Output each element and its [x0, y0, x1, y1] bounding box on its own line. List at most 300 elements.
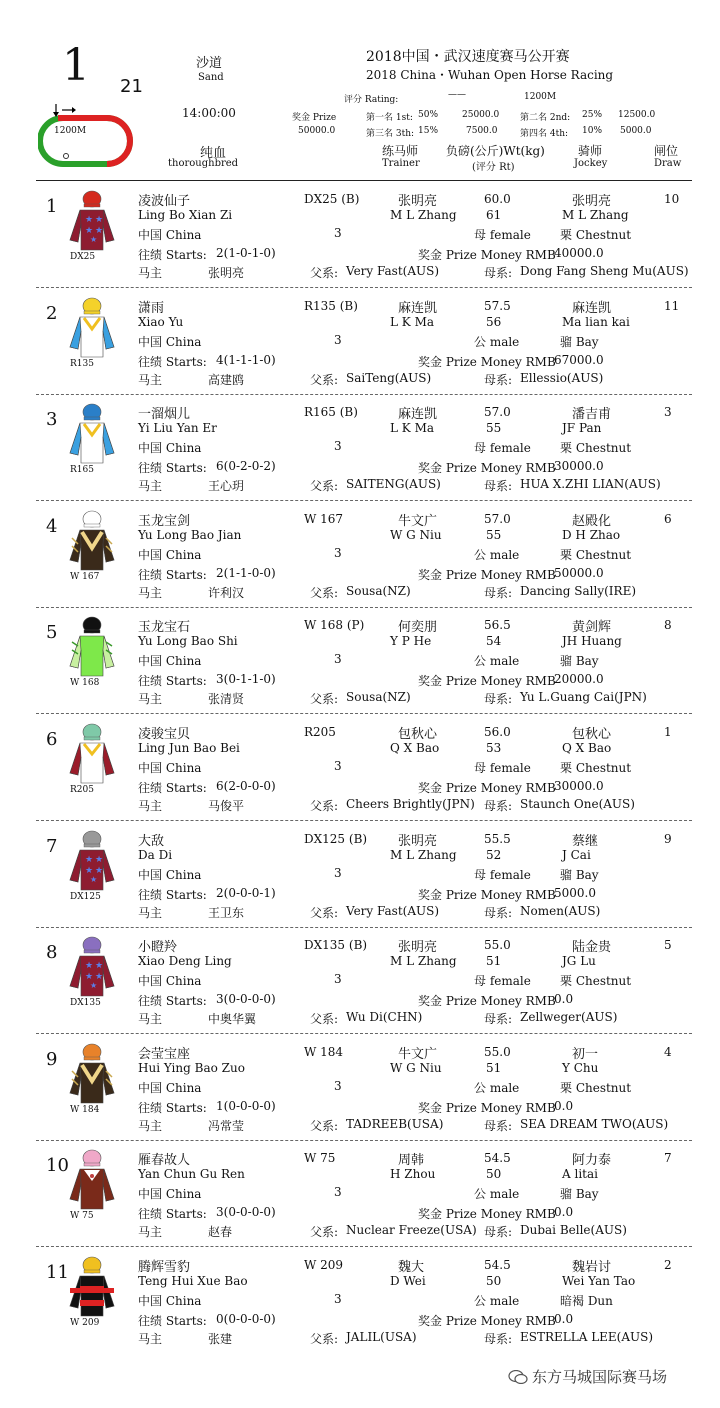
jockey-en: JG Lu: [562, 954, 596, 968]
field-size: 21: [120, 76, 143, 97]
dam-name: Zellweger(AUS): [520, 1010, 618, 1024]
fourth-prize-amount: 5000.0: [620, 126, 652, 136]
horse-code: DX25 (B): [304, 192, 360, 206]
draw-position: 10: [664, 192, 680, 206]
starts-label: 往绩 Starts:: [138, 674, 207, 688]
col-trainer-en: Trainer: [382, 158, 420, 169]
sire-name: SAITENG(AUS): [346, 477, 441, 491]
prize-total: 50000.0: [298, 126, 336, 136]
entry-divider: [36, 607, 692, 608]
col-draw-cn: 闸位: [654, 144, 679, 158]
jockey-en: A litai: [562, 1167, 598, 1181]
dam-name: Dong Fang Sheng Mu(AUS): [520, 264, 689, 278]
horse-name-en: Yu Long Bao Shi: [138, 634, 238, 648]
jockey-en: Q X Bao: [562, 741, 612, 755]
trainer-en: M L Zhang: [390, 208, 457, 222]
dam-name: Dubai Belle(AUS): [520, 1223, 627, 1237]
starts-record: 3(0-0-0-0): [216, 992, 276, 1006]
horse-age: 3: [334, 866, 342, 880]
svg-text:★: ★: [95, 961, 104, 971]
carried-weight: 57.5: [484, 299, 511, 313]
dam-name: Ellessio(AUS): [520, 371, 604, 385]
race-distance: 1200M: [524, 92, 557, 102]
horse-name-en: Da Di: [138, 848, 173, 862]
prize-money-label: 奖金 Prize Money RMB: [418, 1207, 556, 1221]
horse-entry: [0, 397, 720, 504]
owner-label: 马主: [138, 799, 163, 813]
horse-origin: 中国 China: [138, 1294, 202, 1308]
carried-weight: 55.0: [484, 938, 511, 952]
horse-origin: 中国 China: [138, 441, 202, 455]
dam-label: 母系:: [484, 586, 513, 600]
horse-rating: 53: [486, 741, 502, 755]
rating-value: ——: [448, 90, 466, 100]
horse-color: 暗褐 Dun: [560, 1294, 613, 1308]
dam-label: 母系:: [484, 266, 513, 280]
sire-label: 父系:: [310, 1332, 339, 1346]
horse-code: R165 (B): [304, 405, 358, 419]
carried-weight: 55.5: [484, 832, 511, 846]
jockey-silks-icon: [68, 934, 116, 998]
horse-number: 8: [46, 942, 58, 963]
prize-money: 67000.0: [554, 353, 604, 367]
trainer-cn: 包秋心: [398, 727, 438, 742]
horse-code-short: DX135: [70, 998, 101, 1008]
sire-name: Very Fast(AUS): [346, 904, 440, 918]
prize-money-label: 奖金 Prize Money RMB: [418, 248, 556, 262]
carried-weight: 57.0: [484, 405, 511, 419]
prize-money-label: 奖金 Prize Money RMB: [418, 1101, 556, 1115]
breed-cn: 纯血: [200, 146, 227, 161]
sire-label: 父系:: [310, 1012, 339, 1026]
owner-name: 赵春: [208, 1225, 233, 1239]
race-number: 1: [62, 40, 90, 91]
prize-money: 40000.0: [554, 246, 604, 260]
entry-divider: [36, 287, 692, 288]
dam-label: 母系:: [484, 1012, 513, 1026]
trainer-en: M L Zhang: [390, 848, 457, 862]
col-draw-en: Draw: [654, 158, 682, 169]
horse-name-cn: 一溜烟儿: [138, 407, 191, 422]
horse-age: 3: [334, 439, 342, 453]
jockey-silks-icon: [68, 721, 116, 785]
trainer-en: L K Ma: [390, 315, 435, 329]
horse-sex: 母 female: [474, 868, 531, 882]
entry-divider: [36, 500, 692, 501]
horse-number: 7: [46, 836, 58, 857]
carried-weight: 54.5: [484, 1151, 511, 1165]
owner-name: 许利汉: [208, 586, 245, 600]
svg-text:★: ★: [85, 961, 94, 971]
horse-origin: 中国 China: [138, 1187, 202, 1201]
horse-age: 3: [334, 759, 342, 773]
draw-position: 4: [664, 1045, 672, 1059]
prize-money: 0.0: [554, 992, 574, 1006]
owner-name: 张清贤: [208, 692, 245, 706]
sire-name: Sousa(NZ): [346, 584, 411, 598]
horse-rating: 56: [486, 315, 502, 329]
owner-label: 马主: [138, 479, 163, 493]
carried-weight: 57.0: [484, 512, 511, 526]
col-trainer-cn: 练马师: [382, 144, 419, 158]
trainer-cn: 周韩: [398, 1153, 425, 1168]
sire-name: Cheers Brightly(JPN): [346, 797, 475, 811]
horse-rating: 54: [486, 634, 502, 648]
dam-name: ESTRELLA LEE(AUS): [520, 1330, 654, 1344]
dam-label: 母系:: [484, 479, 513, 493]
horse-name-cn: 腾辉雪豹: [138, 1260, 191, 1275]
sire-name: Nuclear Freeze(USA): [346, 1223, 477, 1237]
horse-rating: 50: [486, 1167, 502, 1181]
dam-name: Yu L.Guang Cai(JPN): [520, 690, 647, 704]
jockey-en: Ma lian kai: [562, 315, 630, 329]
horse-rating: 52: [486, 848, 502, 862]
trainer-cn: 牛文广: [398, 514, 438, 529]
sire-label: 父系:: [310, 373, 339, 387]
horse-age: 3: [334, 972, 342, 986]
owner-label: 马主: [138, 373, 163, 387]
horse-sex: 公 male: [474, 1294, 520, 1308]
svg-text:★: ★: [90, 875, 98, 884]
wechat-icon: [508, 1370, 528, 1384]
starts-label: 往绩 Starts:: [138, 248, 207, 262]
owner-name: 王心玥: [208, 479, 245, 493]
carried-weight: 60.0: [484, 192, 511, 206]
starts-label: 往绩 Starts:: [138, 355, 207, 369]
draw-position: 6: [664, 512, 672, 526]
horse-code-short: R205: [70, 785, 94, 795]
jockey-silks-icon: [68, 614, 116, 678]
horse-color: 骝 Bay: [560, 1187, 599, 1201]
horse-age: 3: [334, 1185, 342, 1199]
horse-name-en: Xiao Yu: [138, 315, 184, 329]
horse-entry: [0, 1143, 720, 1250]
entry-divider: [36, 1140, 692, 1141]
prize-label: 奖金 Prize: [292, 113, 337, 123]
trainer-en: H Zhou: [390, 1167, 436, 1181]
svg-text:★: ★: [90, 981, 98, 990]
second-prize-pct: 25%: [582, 110, 603, 120]
jockey-en: Y Chu: [562, 1061, 599, 1075]
horse-code: R135 (B): [304, 299, 358, 313]
horse-color: 骝 Bay: [560, 868, 599, 882]
sire-label: 父系:: [310, 906, 339, 920]
horse-entry: [0, 1250, 720, 1357]
starts-label: 往绩 Starts:: [138, 1314, 207, 1328]
jockey-cn: 潘吉甫: [572, 407, 612, 422]
jockey-cn: 张明亮: [572, 194, 612, 209]
track-distance: 1200M: [54, 126, 87, 136]
starts-record: 0(0-0-0-0): [216, 1312, 276, 1326]
trainer-cn: 麻连凯: [398, 407, 438, 422]
prize-money-label: 奖金 Prize Money RMB: [418, 355, 556, 369]
horse-color: 栗 Chestnut: [560, 761, 632, 775]
horse-name-en: Yan Chun Gu Ren: [138, 1167, 245, 1181]
horse-number: 1: [46, 196, 58, 217]
starts-label: 往绩 Starts:: [138, 461, 207, 475]
owner-name: 马俊平: [208, 799, 245, 813]
starts-record: 1(0-0-0-0): [216, 1099, 276, 1113]
fourth-prize-pct: 10%: [582, 126, 603, 136]
rating-label: 评分 Rating:: [344, 95, 399, 105]
horse-code: W 168 (P): [304, 618, 365, 632]
horse-color: 骝 Bay: [560, 335, 599, 349]
trainer-en: D Wei: [390, 1274, 426, 1288]
svg-text:★: ★: [95, 226, 104, 236]
horse-entry: [0, 930, 720, 1037]
watermark-text: 东方马城国际赛马场: [532, 1368, 668, 1386]
horse-name-cn: 雁春故人: [138, 1153, 191, 1168]
draw-position: 2: [664, 1258, 672, 1272]
horse-rating: 55: [486, 528, 502, 542]
second-prize-label: 第二名 2nd:: [520, 113, 571, 123]
sire-label: 父系:: [310, 692, 339, 706]
svg-text:★: ★: [95, 855, 104, 865]
horse-entry: [0, 1037, 720, 1144]
dam-name: Staunch One(AUS): [520, 797, 635, 811]
horse-name-cn: 凌波仙子: [138, 194, 191, 209]
horse-number: 4: [46, 516, 58, 537]
sire-name: Wu Di(CHN): [346, 1010, 423, 1024]
owner-label: 马主: [138, 906, 163, 920]
trainer-cn: 何奕朋: [398, 620, 438, 635]
horse-number: 6: [46, 729, 58, 750]
sire-label: 父系:: [310, 1225, 339, 1239]
horse-color: 栗 Chestnut: [560, 548, 632, 562]
prize-money-label: 奖金 Prize Money RMB: [418, 994, 556, 1008]
horse-rating: 51: [486, 1061, 502, 1075]
horse-name-cn: 小瞪羚: [138, 940, 178, 955]
starts-label: 往绩 Starts:: [138, 781, 207, 795]
jockey-cn: 魏岩讨: [572, 1260, 612, 1275]
starts-label: 往绩 Starts:: [138, 568, 207, 582]
trainer-en: W G Niu: [390, 528, 442, 542]
horse-entry: [0, 824, 720, 931]
starts-label: 往绩 Starts:: [138, 994, 207, 1008]
horse-age: 3: [334, 333, 342, 347]
horse-number: 2: [46, 303, 58, 324]
horse-name-en: Hui Ying Bao Zuo: [138, 1061, 245, 1075]
horse-age: 3: [334, 226, 342, 240]
horse-code-short: DX125: [70, 892, 101, 902]
horse-code-short: W 167: [70, 572, 100, 582]
horse-code: R205: [304, 725, 336, 739]
horse-origin: 中国 China: [138, 974, 202, 988]
prize-money-label: 奖金 Prize Money RMB: [418, 781, 556, 795]
header-divider: [36, 180, 692, 181]
trainer-cn: 魏大: [398, 1260, 425, 1275]
first-prize-label: 第一名 1st:: [366, 113, 413, 123]
col-weight-cn: 负磅(公斤)Wt(kg): [446, 144, 545, 158]
carried-weight: 56.0: [484, 725, 511, 739]
svg-text:★: ★: [95, 866, 104, 876]
horse-origin: 中国 China: [138, 548, 202, 562]
breed-en: thoroughbred: [168, 158, 239, 169]
trainer-en: M L Zhang: [390, 954, 457, 968]
carried-weight: 54.5: [484, 1258, 511, 1272]
draw-position: 7: [664, 1151, 672, 1165]
svg-text:★: ★: [85, 972, 94, 982]
svg-text:★: ★: [95, 215, 104, 225]
horse-origin: 中国 China: [138, 335, 202, 349]
entry-divider: [36, 927, 692, 928]
horse-entry: [0, 504, 720, 611]
starts-record: 6(2-0-0-0): [216, 779, 276, 793]
dam-label: 母系:: [484, 1332, 513, 1346]
svg-text:★: ★: [95, 972, 104, 982]
horse-name-cn: 凌骏宝贝: [138, 727, 191, 742]
watermark: [508, 1366, 667, 1387]
horse-color: 栗 Chestnut: [560, 441, 632, 455]
jockey-en: J Cai: [562, 848, 591, 862]
horse-sex: 公 male: [474, 654, 520, 668]
horse-number: 10: [46, 1155, 69, 1176]
sire-name: Sousa(NZ): [346, 690, 411, 704]
draw-position: 8: [664, 618, 672, 632]
horse-age: 3: [334, 1292, 342, 1306]
draw-position: 5: [664, 938, 672, 952]
owner-label: 马主: [138, 266, 163, 280]
svg-text:★: ★: [90, 235, 98, 244]
starts-record: 2(1-1-0-0): [216, 566, 276, 580]
first-prize-pct: 50%: [418, 110, 439, 120]
svg-text:★: ★: [85, 855, 94, 865]
horse-color: 栗 Chestnut: [560, 1081, 632, 1095]
dam-name: SEA DREAM TWO(AUS): [520, 1117, 669, 1131]
jockey-en: M L Zhang: [562, 208, 629, 222]
jockey-cn: 蔡继: [572, 834, 599, 849]
horse-name-en: Teng Hui Xue Bao: [138, 1274, 248, 1288]
horse-name-cn: 玉龙宝剑: [138, 514, 191, 529]
starts-label: 往绩 Starts:: [138, 888, 207, 902]
horse-origin: 中国 China: [138, 761, 202, 775]
horse-code: W 75: [304, 1151, 336, 1165]
sire-label: 父系:: [310, 479, 339, 493]
horse-origin: 中国 China: [138, 868, 202, 882]
prize-money: 0.0: [554, 1312, 574, 1326]
fourth-prize-label: 第四名 4th:: [520, 129, 569, 139]
horse-entry: [0, 717, 720, 824]
prize-money-label: 奖金 Prize Money RMB: [418, 674, 556, 688]
horse-code-short: W 184: [70, 1105, 100, 1115]
prize-money-label: 奖金 Prize Money RMB: [418, 568, 556, 582]
trainer-en: W G Niu: [390, 1061, 442, 1075]
horse-code-short: R165: [70, 465, 94, 475]
horse-age: 3: [334, 1079, 342, 1093]
surface-cn: 沙道: [196, 56, 223, 71]
starts-record: 3(0-1-1-0): [216, 672, 276, 686]
horse-name-en: Ling Jun Bao Bei: [138, 741, 240, 755]
prize-money-label: 奖金 Prize Money RMB: [418, 1314, 556, 1328]
horse-code: W 209: [304, 1258, 344, 1272]
trainer-cn: 张明亮: [398, 194, 438, 209]
dam-label: 母系:: [484, 1119, 513, 1133]
jockey-silks-icon: [68, 401, 116, 465]
entry-divider: [36, 394, 692, 395]
second-prize-amount: 12500.0: [618, 110, 656, 120]
starts-label: 往绩 Starts:: [138, 1101, 207, 1115]
carried-weight: 56.5: [484, 618, 511, 632]
horse-number: 3: [46, 409, 58, 430]
horse-age: 3: [334, 546, 342, 560]
jockey-en: Wei Yan Tao: [562, 1274, 636, 1288]
owner-label: 马主: [138, 1332, 163, 1346]
starts-record: 4(1-1-1-0): [216, 353, 276, 367]
owner-name: 王卫东: [208, 906, 245, 920]
prize-money: 20000.0: [554, 672, 604, 686]
owner-label: 马主: [138, 1012, 163, 1026]
horse-entry: [0, 291, 720, 398]
svg-text:★: ★: [85, 215, 94, 225]
horse-sex: 公 male: [474, 1081, 520, 1095]
trainer-cn: 张明亮: [398, 834, 438, 849]
horse-code: DX125 (B): [304, 832, 368, 846]
owner-name: 冯常莹: [208, 1119, 245, 1133]
horse-sex: 母 female: [474, 441, 531, 455]
entry-divider: [36, 1246, 692, 1247]
jockey-cn: 包秋心: [572, 727, 612, 742]
dam-label: 母系:: [484, 692, 513, 706]
entry-divider: [36, 713, 692, 714]
owner-name: 中奥华翼: [208, 1012, 257, 1026]
col-jockey-cn: 骑师: [578, 144, 603, 158]
owner-name: 张建: [208, 1332, 233, 1346]
horse-sex: 母 female: [474, 761, 531, 775]
horse-origin: 中国 China: [138, 654, 202, 668]
sire-name: Very Fast(AUS): [346, 264, 440, 278]
horse-name-cn: 潇雨: [138, 301, 165, 316]
horse-color: 栗 Chestnut: [560, 228, 632, 242]
sire-name: JALIL(USA): [346, 1330, 417, 1344]
owner-label: 马主: [138, 692, 163, 706]
jockey-cn: 陆金贵: [572, 940, 612, 955]
prize-money-label: 奖金 Prize Money RMB: [418, 888, 556, 902]
dam-label: 母系:: [484, 373, 513, 387]
horse-code: W 167: [304, 512, 344, 526]
horse-color: 骝 Bay: [560, 654, 599, 668]
trainer-en: Q X Bao: [390, 741, 440, 755]
svg-text:★: ★: [85, 866, 94, 876]
owner-label: 马主: [138, 1119, 163, 1133]
race-title-en: 2018 China・Wuhan Open Horse Racing: [366, 68, 614, 82]
jockey-cn: 赵殿化: [572, 514, 612, 529]
horse-number: 9: [46, 1049, 58, 1070]
jockey-silks-icon: [68, 508, 116, 572]
dam-label: 母系:: [484, 799, 513, 813]
horse-code: DX135 (B): [304, 938, 368, 952]
horse-rating: 55: [486, 421, 502, 435]
horse-name-cn: 大敌: [138, 834, 165, 849]
horse-entry: [0, 610, 720, 717]
prize-money: 0.0: [554, 1099, 574, 1113]
draw-position: 11: [664, 299, 680, 313]
starts-label: 往绩 Starts:: [138, 1207, 207, 1221]
jockey-en: JH Huang: [562, 634, 622, 648]
prize-money: 30000.0: [554, 459, 604, 473]
horse-sex: 公 male: [474, 1187, 520, 1201]
owner-name: 高建鸥: [208, 373, 245, 387]
race-title-cn: 2018中国・武汉速度赛马公开赛: [366, 49, 570, 65]
jockey-en: D H Zhao: [562, 528, 621, 542]
dam-label: 母系:: [484, 906, 513, 920]
sire-label: 父系:: [310, 266, 339, 280]
sire-label: 父系:: [310, 586, 339, 600]
trainer-en: Y P He: [390, 634, 432, 648]
jockey-en: JF Pan: [562, 421, 602, 435]
race-time: 14:00:00: [182, 106, 236, 120]
jockey-cn: 初一: [572, 1047, 599, 1062]
horse-code-short: DX25: [70, 252, 96, 262]
